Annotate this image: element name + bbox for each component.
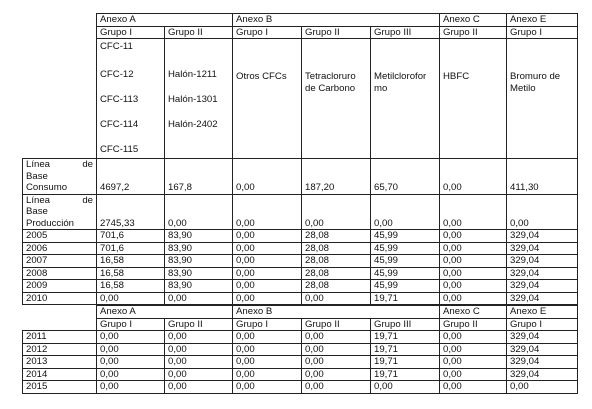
substance-name-col3: Otros CFCs [233, 39, 302, 159]
year-cell: 2005 [23, 230, 97, 243]
value-cell: 0,00 [233, 343, 302, 356]
value-cell: 701,6 [97, 230, 165, 243]
value-cell: 16,58 [97, 267, 165, 280]
value-cell: 0,00 [302, 368, 371, 381]
value-cell: 45,99 [371, 267, 440, 280]
year-cell: 2011 [23, 331, 97, 344]
value-cell: 329,04 [507, 343, 578, 356]
value-cell: 19,71 [371, 331, 440, 344]
value-cell: 28,08 [302, 230, 371, 243]
value-cell: 2745,33 [97, 194, 165, 230]
substance-name-col6: HBFC [440, 39, 507, 159]
value-cell: 0,00 [440, 368, 507, 381]
table-row [23, 368, 578, 381]
table-row [23, 242, 578, 255]
table-row [23, 280, 578, 293]
baseline-label-line: Consumo [26, 182, 68, 193]
value-cell: 83,90 [165, 242, 233, 255]
value-cell: 411,30 [507, 159, 578, 195]
table-row [23, 255, 578, 268]
substance-name: CFC-11 [100, 41, 133, 52]
value-cell: 0,00 [302, 194, 371, 230]
value-cell: 0,00 [233, 292, 302, 305]
year-cell: 2007 [23, 255, 97, 268]
baseline-label-line: Base [26, 206, 48, 217]
value-cell: 0,00 [233, 194, 302, 230]
annex-header-row [23, 306, 578, 319]
year-cell: 2008 [23, 267, 97, 280]
schedule-table-top [22, 13, 578, 305]
year-cell: 2006 [23, 242, 97, 255]
substances-row [23, 39, 578, 159]
value-cell: 83,90 [165, 230, 233, 243]
annex-header: Anexo B [233, 14, 440, 27]
year-cell: 2013 [23, 356, 97, 369]
group-header: Grupo I [233, 26, 302, 39]
group-header: Grupo I [233, 318, 302, 331]
value-cell: 45,99 [371, 242, 440, 255]
year-cell: 2010 [23, 292, 97, 305]
corner-blank [23, 39, 97, 159]
substance-name-col4: Tetracloruro de Carbono [302, 39, 371, 159]
value-cell: 187,20 [302, 159, 371, 195]
value-cell: 28,08 [302, 280, 371, 293]
value-cell: 0,00 [165, 331, 233, 344]
annex-header: Anexo A [97, 14, 233, 27]
value-cell: 0,00 [233, 368, 302, 381]
year-cell: 2015 [23, 381, 97, 394]
substance-list-col1 [97, 39, 165, 159]
substance-name: Halón-2402 [168, 119, 218, 130]
value-cell: 329,04 [507, 331, 578, 344]
value-cell: 0,00 [97, 292, 165, 305]
value-cell: 0,00 [302, 292, 371, 305]
value-cell: 0,00 [97, 343, 165, 356]
value-cell: 45,99 [371, 230, 440, 243]
value-cell: 0,00 [440, 292, 507, 305]
value-cell: 0,00 [233, 381, 302, 394]
baseline-label-line [26, 159, 93, 171]
value-cell: 0,00 [233, 267, 302, 280]
value-cell: 0,00 [233, 255, 302, 268]
substance-name: CFC-12 [100, 69, 134, 80]
group-header: Grupo II [440, 26, 507, 39]
baseline-row [23, 194, 578, 230]
group-header: Grupo II [165, 26, 233, 39]
value-cell: 0,00 [233, 242, 302, 255]
value-cell: 0,00 [507, 381, 578, 394]
value-cell: 19,71 [371, 368, 440, 381]
value-cell: 0,00 [440, 194, 507, 230]
value-cell: 329,04 [507, 242, 578, 255]
value-cell: 83,90 [165, 267, 233, 280]
table-row [23, 343, 578, 356]
baseline-label-word: de [82, 194, 93, 206]
value-cell: 329,04 [507, 230, 578, 243]
schedule-table-bottom [22, 305, 578, 394]
value-cell: 0,00 [97, 331, 165, 344]
substance-name: CFC-115 [100, 144, 139, 155]
value-cell: 329,04 [507, 255, 578, 268]
group-header: Grupo I [507, 26, 578, 39]
value-cell: 65,70 [371, 159, 440, 195]
value-cell: 4697,2 [97, 159, 165, 195]
baseline-label-word: de [82, 159, 93, 170]
value-cell: 0,00 [165, 368, 233, 381]
substance-name: Halón-1301 [168, 94, 218, 105]
value-cell: 19,71 [371, 343, 440, 356]
group-header: Grupo III [371, 26, 440, 39]
annex-header-row [23, 14, 578, 27]
value-cell: 0,00 [233, 280, 302, 293]
value-cell: 0,00 [233, 159, 302, 195]
corner-blank [23, 26, 97, 39]
group-header: Grupo I [97, 26, 165, 39]
value-cell: 0,00 [440, 159, 507, 195]
value-cell: 0,00 [440, 255, 507, 268]
baseline-label-line [26, 195, 93, 207]
value-cell: 0,00 [440, 381, 507, 394]
value-cell: 0,00 [440, 356, 507, 369]
value-cell: 0,00 [440, 230, 507, 243]
annex-header: Anexo A [97, 306, 233, 319]
value-cell: 0,00 [302, 331, 371, 344]
table-row [23, 292, 578, 305]
annex-header: Anexo E [507, 306, 578, 319]
group-header: Grupo III [371, 318, 440, 331]
value-cell: 0,00 [440, 280, 507, 293]
table-row [23, 331, 578, 344]
value-cell: 0,00 [97, 356, 165, 369]
baseline-label-word: Línea [26, 194, 51, 206]
baseline-label-line: Producción [26, 217, 74, 229]
value-cell: 0,00 [97, 381, 165, 394]
value-cell: 0,00 [507, 194, 578, 230]
group-header: Grupo I [507, 318, 578, 331]
corner-blank [23, 306, 97, 319]
table-row [23, 267, 578, 280]
value-cell: 0,00 [233, 331, 302, 344]
group-header: Grupo II [302, 26, 371, 39]
value-cell: 329,04 [507, 292, 578, 305]
table-row [23, 230, 578, 243]
year-cell: 2014 [23, 368, 97, 381]
value-cell: 0,00 [440, 343, 507, 356]
baseline-label-line: Base [26, 170, 48, 182]
value-cell: 329,04 [507, 280, 578, 293]
value-cell: 0,00 [165, 381, 233, 394]
value-cell: 0,00 [165, 356, 233, 369]
substance-list-col2 [165, 39, 233, 159]
substance-name [168, 41, 229, 69]
year-cell: 2012 [23, 343, 97, 356]
document-page [22, 13, 578, 394]
value-cell: 0,00 [371, 381, 440, 394]
substance-name-col5: Metilclorofor mo [371, 39, 440, 159]
annex-header: Anexo C [440, 14, 507, 27]
group-header: Grupo II [165, 318, 233, 331]
value-cell: 0,00 [302, 381, 371, 394]
value-cell: 45,99 [371, 280, 440, 293]
value-cell: 329,04 [507, 356, 578, 369]
value-cell: 0,00 [165, 292, 233, 305]
substance-name: CFC-113 [100, 94, 139, 105]
value-cell: 0,00 [440, 267, 507, 280]
table-row [23, 381, 578, 394]
value-cell: 0,00 [371, 194, 440, 230]
value-cell: 0,00 [165, 194, 233, 230]
corner-blank [23, 14, 97, 27]
value-cell: 16,58 [97, 280, 165, 293]
annex-header: Anexo B [233, 306, 440, 319]
annex-header: Anexo E [507, 14, 578, 27]
value-cell: 0,00 [165, 343, 233, 356]
baseline-label [23, 194, 97, 230]
value-cell: 0,00 [233, 356, 302, 369]
baseline-label-word: Línea [26, 159, 51, 170]
value-cell: 28,08 [302, 255, 371, 268]
value-cell: 0,00 [440, 242, 507, 255]
annex-header: Anexo C [440, 306, 507, 319]
value-cell: 329,04 [507, 368, 578, 381]
substance-name-col7: Bromuro de Metilo [507, 39, 578, 159]
value-cell: 19,71 [371, 356, 440, 369]
value-cell: 0,00 [302, 343, 371, 356]
baseline-row [23, 159, 578, 195]
value-cell: 45,99 [371, 255, 440, 268]
group-header: Grupo I [97, 318, 165, 331]
value-cell: 0,00 [97, 368, 165, 381]
value-cell: 28,08 [302, 267, 371, 280]
value-cell: 0,00 [440, 331, 507, 344]
substance-name: CFC-114 [100, 119, 139, 130]
value-cell: 19,71 [371, 292, 440, 305]
value-cell: 329,04 [507, 267, 578, 280]
table-row [23, 356, 578, 369]
value-cell: 83,90 [165, 255, 233, 268]
value-cell: 28,08 [302, 242, 371, 255]
value-cell: 0,00 [233, 230, 302, 243]
year-cell: 2009 [23, 280, 97, 293]
substance-name [168, 144, 229, 156]
value-cell: 83,90 [165, 280, 233, 293]
baseline-label [23, 159, 97, 195]
value-cell: 701,6 [97, 242, 165, 255]
value-cell: 167,8 [165, 159, 233, 195]
group-header: Grupo II [302, 318, 371, 331]
substance-name: Halón-1211 [168, 69, 217, 80]
value-cell: 16,58 [97, 255, 165, 268]
group-header-row [23, 318, 578, 331]
group-header: Grupo II [440, 318, 507, 331]
value-cell: 0,00 [302, 356, 371, 369]
group-header-row [23, 26, 578, 39]
corner-blank [23, 318, 97, 331]
